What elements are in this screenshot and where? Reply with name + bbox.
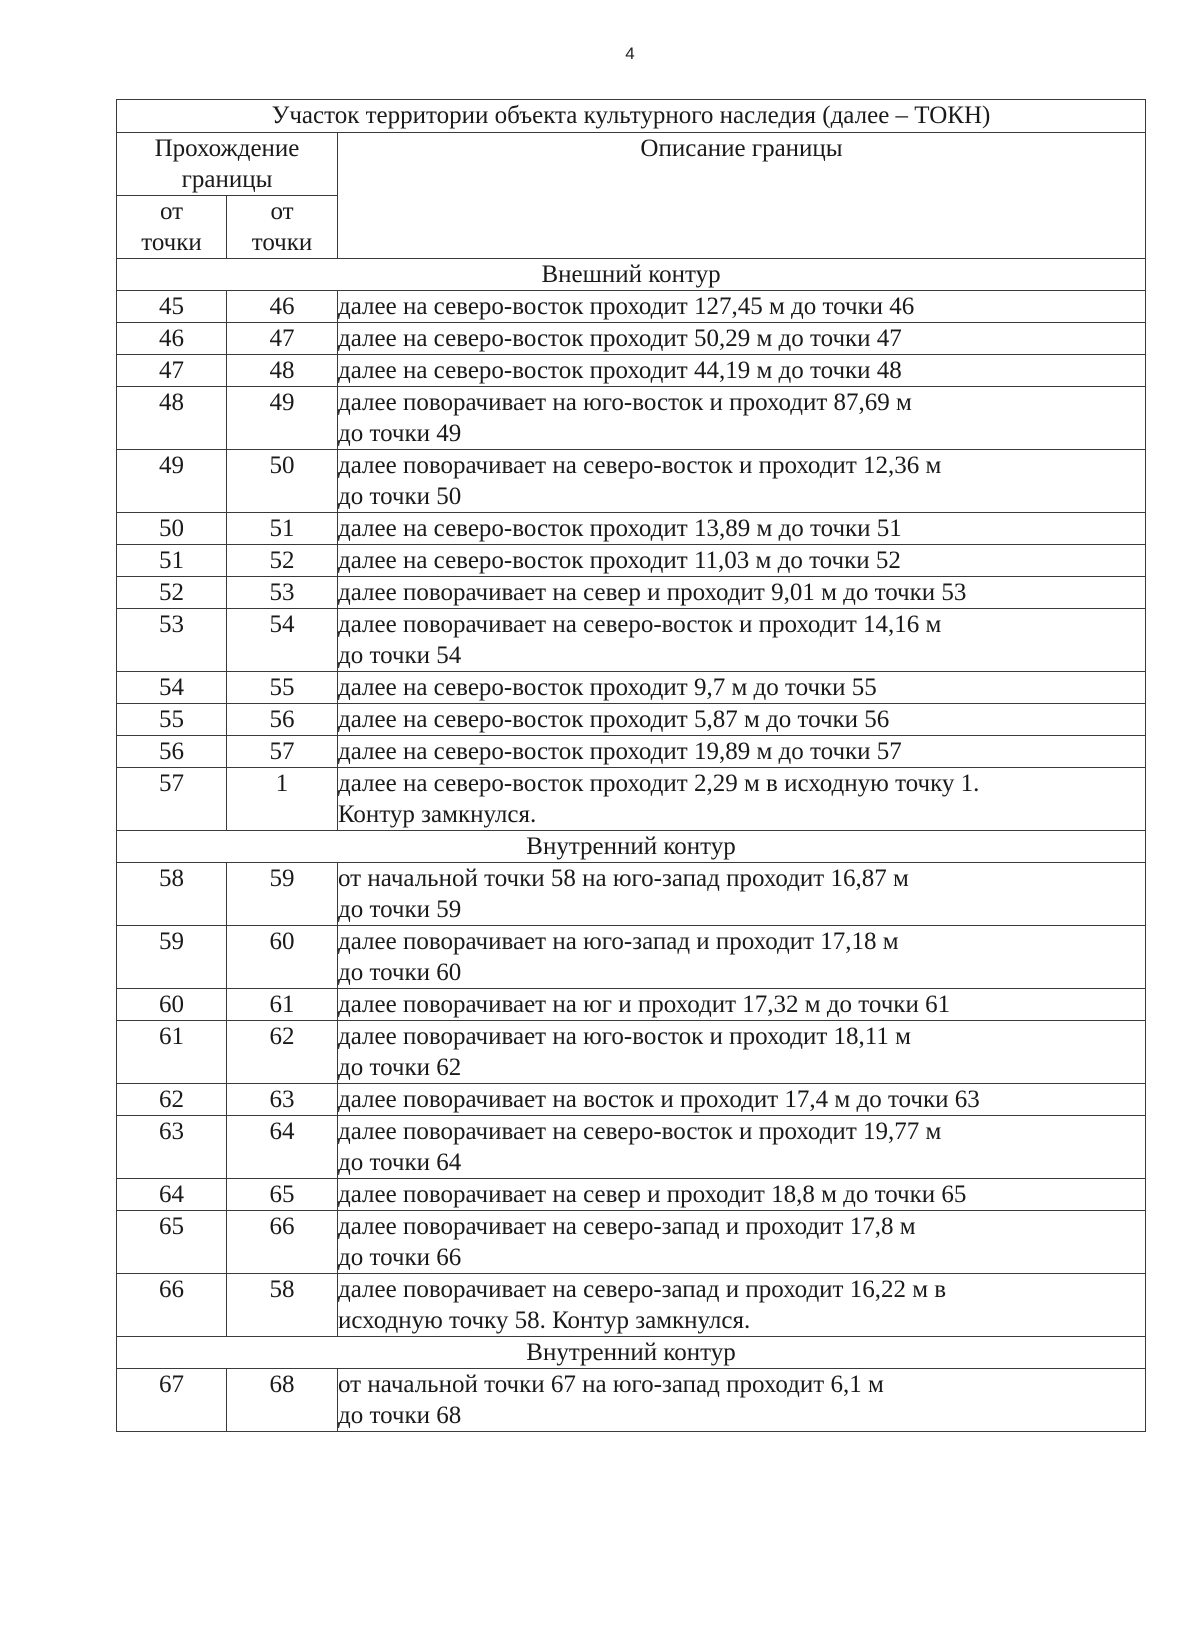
description-cell [338, 1179, 1146, 1211]
section-title: Внутренний контур [117, 1337, 1146, 1369]
description-line: далее поворачивает на северо-запад и проходит 17,8 м [338, 1213, 916, 1240]
to-point-cell: 56 [227, 704, 338, 736]
header-passage-line2: границы [181, 166, 273, 193]
description-line: далее на северо-восток проходит 2,29 м в исходную точку 1. [338, 770, 980, 797]
from-point-cell: 67 [117, 1369, 227, 1432]
description-line: далее поворачивает на юго-восток и проходит 87,69 м [338, 389, 912, 416]
description-cell [338, 450, 1146, 513]
description-cell [338, 577, 1146, 609]
table-row [117, 1179, 1146, 1211]
to-point-cell: 54 [227, 609, 338, 672]
description-cell [338, 989, 1146, 1021]
table-row [117, 926, 1146, 989]
to-point-cell: 58 [227, 1274, 338, 1337]
section-row [117, 831, 1146, 863]
description-line: до точки 60 [338, 959, 462, 986]
description-cell [338, 355, 1146, 387]
to-point-cell: 48 [227, 355, 338, 387]
section-title: Внешний контур [117, 259, 1146, 291]
description-cell [338, 387, 1146, 450]
description-line: до точки 66 [338, 1244, 462, 1271]
from-point-cell: 63 [117, 1116, 227, 1179]
description-cell [338, 291, 1146, 323]
table-row [117, 704, 1146, 736]
description-line: далее на северо-восток проходит 50,29 м до точки 47 [338, 325, 902, 352]
table-row [117, 577, 1146, 609]
to-point-cell: 59 [227, 863, 338, 926]
description-cell [338, 545, 1146, 577]
table-row [117, 291, 1146, 323]
description-line: до точки 64 [338, 1149, 462, 1176]
description-line: далее на северо-восток проходит 5,87 м до точки 56 [338, 706, 890, 733]
description-line: далее на северо-восток проходит 11,03 м до точки 52 [338, 547, 901, 574]
boundary-table-body [117, 100, 1146, 1432]
description-line: далее поворачивает на юго-восток и проходит 18,11 м [338, 1023, 911, 1050]
description-line: до точки 50 [338, 483, 462, 510]
from-point-cell: 62 [117, 1084, 227, 1116]
description-line: далее поворачивает на восток и проходит 17,4 м до точки 63 [338, 1086, 980, 1113]
description-cell [338, 1084, 1146, 1116]
to-point-cell: 49 [227, 387, 338, 450]
to-point-cell: 68 [227, 1369, 338, 1432]
description-cell [338, 1021, 1146, 1084]
from-point-cell: 48 [117, 387, 227, 450]
section-row [117, 259, 1146, 291]
table-row [117, 355, 1146, 387]
from-point-cell: 57 [117, 768, 227, 831]
from-point-cell: 54 [117, 672, 227, 704]
to-point-cell: 50 [227, 450, 338, 513]
from-point-cell: 61 [117, 1021, 227, 1084]
from-point-cell: 51 [117, 545, 227, 577]
from-point-cell: 55 [117, 704, 227, 736]
to-point-cell: 65 [227, 1179, 338, 1211]
description-line: исходную точку 58. Контур замкнулся. [338, 1307, 751, 1334]
to-point-cell: 46 [227, 291, 338, 323]
description-cell [338, 736, 1146, 768]
table-row [117, 1021, 1146, 1084]
description-line: далее поворачивает на юг и проходит 17,32 м до точки 61 [338, 991, 951, 1018]
description-line: далее поворачивает на север и проходит 9,01 м до точки 53 [338, 579, 967, 606]
boundary-table [116, 99, 1146, 1432]
description-line: далее поворачивает на юго-запад и проходит 17,18 м [338, 928, 899, 955]
description-line: далее на северо-восток проходит 19,89 м до точки 57 [338, 738, 902, 765]
table-row [117, 989, 1146, 1021]
table-row [117, 736, 1146, 768]
from-point-cell: 50 [117, 513, 227, 545]
description-line: до точки 49 [338, 420, 462, 447]
description-line: далее поворачивает на северо-восток и проходит 14,16 м [338, 611, 942, 638]
table-row [117, 1084, 1146, 1116]
description-line: до точки 68 [338, 1402, 462, 1429]
description-cell [338, 513, 1146, 545]
from-point-cell: 49 [117, 450, 227, 513]
description-cell [338, 1369, 1146, 1432]
header-from-point [117, 196, 227, 259]
header-to-point [227, 196, 338, 259]
from-point-cell: 65 [117, 1211, 227, 1274]
description-cell [338, 768, 1146, 831]
header-from-line2: точки [141, 229, 202, 256]
description-line: далее на северо-восток проходит 9,7 м до точки 55 [338, 674, 877, 701]
table-row [117, 1211, 1146, 1274]
description-cell [338, 704, 1146, 736]
description-line: от начальной точки 67 на юго-запад проходит 6,1 м [338, 1371, 884, 1398]
description-line: до точки 59 [338, 896, 462, 923]
header-to-line2: точки [251, 229, 313, 256]
to-point-cell: 55 [227, 672, 338, 704]
description-cell [338, 1116, 1146, 1179]
from-point-cell: 47 [117, 355, 227, 387]
table-row [117, 768, 1146, 831]
to-point-cell: 64 [227, 1116, 338, 1179]
description-line: от начальной точки 58 на юго-запад проходит 16,87 м [338, 865, 909, 892]
table-row [117, 1274, 1146, 1337]
to-point-cell: 53 [227, 577, 338, 609]
to-point-cell: 47 [227, 323, 338, 355]
to-point-cell: 51 [227, 513, 338, 545]
table-row [117, 1369, 1146, 1432]
description-line: Контур замкнулся. [338, 801, 537, 828]
from-point-cell: 53 [117, 609, 227, 672]
from-point-cell: 60 [117, 989, 227, 1021]
description-line: далее на северо-восток проходит 44,19 м до точки 48 [338, 357, 902, 384]
description-line: далее поворачивает на северо-восток и проходит 19,77 м [338, 1118, 942, 1145]
header-from-line1: от [159, 198, 184, 225]
description-line: далее на северо-восток проходит 13,89 м до точки 51 [338, 515, 902, 542]
section-row [117, 1337, 1146, 1369]
description-line: до точки 62 [338, 1054, 462, 1081]
header-passage-line1: Прохождение [154, 135, 300, 162]
page-number: 4 [625, 44, 635, 63]
to-point-cell: 60 [227, 926, 338, 989]
description-line: до точки 54 [338, 642, 462, 669]
to-point-cell: 61 [227, 989, 338, 1021]
from-point-cell: 52 [117, 577, 227, 609]
table-row [117, 1116, 1146, 1179]
from-point-cell: 56 [117, 736, 227, 768]
table-row [117, 609, 1146, 672]
description-cell [338, 609, 1146, 672]
description-cell [338, 1274, 1146, 1337]
table-row [117, 545, 1146, 577]
table-title: Участок территории объекта культурного наследия (далее – ТОКН) [117, 100, 1146, 133]
from-point-cell: 59 [117, 926, 227, 989]
to-point-cell: 52 [227, 545, 338, 577]
table-row [117, 513, 1146, 545]
to-point-cell: 1 [227, 768, 338, 831]
from-point-cell: 66 [117, 1274, 227, 1337]
table-row [117, 450, 1146, 513]
description-cell [338, 323, 1146, 355]
table-row [117, 323, 1146, 355]
to-point-cell: 62 [227, 1021, 338, 1084]
description-line: далее поворачивает на северо-запад и проходит 16,22 м в [338, 1276, 947, 1303]
description-cell [338, 1211, 1146, 1274]
to-point-cell: 63 [227, 1084, 338, 1116]
section-title: Внутренний контур [117, 831, 1146, 863]
header-row-passage [117, 133, 1146, 196]
description-cell [338, 926, 1146, 989]
to-point-cell: 66 [227, 1211, 338, 1274]
from-point-cell: 46 [117, 323, 227, 355]
description-line: далее поворачивает на север и проходит 18,8 м до точки 65 [338, 1181, 967, 1208]
from-point-cell: 64 [117, 1179, 227, 1211]
table-row [117, 387, 1146, 450]
from-point-cell: 58 [117, 863, 227, 926]
from-point-cell: 45 [117, 291, 227, 323]
header-to-line1: от [270, 198, 294, 225]
table-row [117, 672, 1146, 704]
description-cell [338, 672, 1146, 704]
description-line: далее на северо-восток проходит 127,45 м до точки 46 [338, 293, 915, 320]
to-point-cell: 57 [227, 736, 338, 768]
header-passage [117, 133, 338, 196]
header-description: Описание границы [338, 133, 1146, 259]
table-row [117, 863, 1146, 926]
description-cell [338, 863, 1146, 926]
table-title-row [117, 100, 1146, 133]
description-line: далее поворачивает на северо-восток и проходит 12,36 м [338, 452, 942, 479]
